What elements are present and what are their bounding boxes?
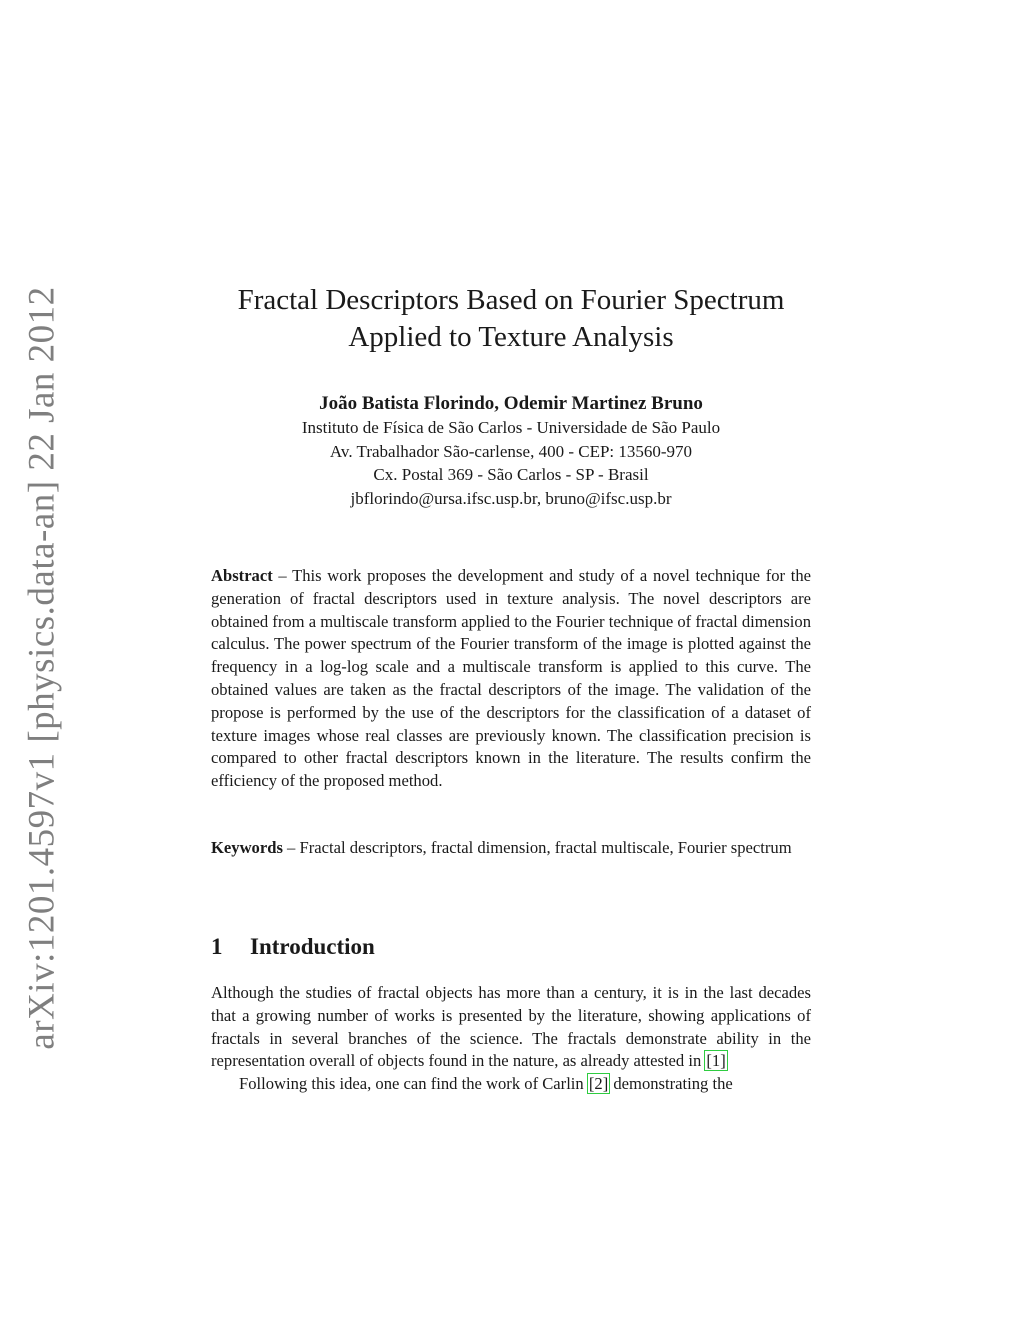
title-block: [211, 282, 811, 510]
intro-paragraph-1: [211, 982, 811, 1073]
affiliation-postal: Cx. Postal 369 - São Carlos - SP - Brasil: [373, 465, 649, 484]
citation-link-2[interactable]: [2]: [588, 1074, 609, 1094]
intro-p1-text: Although the studies of fractal objects has more than a century, it is in the last decades that a growing number of works is presented by the literature, showing applications of fractals in several branches of the science. The fractals demonstrate ability in the representation overall of objects found in the nature, as already attested in: [211, 983, 811, 1071]
abstract-separator: –: [272, 566, 293, 585]
keywords-label: Keywords: [211, 838, 283, 857]
section-number: 1: [211, 934, 223, 959]
title-line-2: Applied to Texture Analysis: [348, 321, 674, 353]
paper-title: [211, 282, 811, 356]
abstract-label: Abstract: [211, 566, 273, 585]
keywords-separator: –: [282, 838, 300, 857]
affiliation-institute: Instituto de Física de São Carlos - Universidade de São Paulo: [301, 418, 721, 437]
section-heading-introduction: [211, 934, 375, 960]
affiliation-emails: jbflorindo@ursa.ifsc.usp.br, bruno@ifsc.usp.br: [350, 488, 672, 508]
intro-paragraph-2: [211, 1073, 811, 1096]
abstract-text: This work proposes the development and study of a novel technique for the generation of fractal descriptors used in texture analysis. The novel descriptors are obtained from a multiscale transform applied to the Fourier technique of fractal dimension calculus. The power spectrum of the Fourier transform of the image is plotted against the frequency in a log-log scale and a multiscale transform is applied to this curve. The obtained values are taken as the fractal descriptors of the image. The validation of the propose is performed by the use of the descriptors for the classification of a dataset of texture images whose real classes are previously known. The classification precision is compared to other fractal descriptors known in the literature. The results confirm the efficiency of the proposed method.: [211, 566, 811, 791]
intro-p2-pre: Following this idea, one can find the work of Carlin: [239, 1074, 588, 1094]
authors: João Batista Florindo, Odemir Martinez Bruno: [319, 393, 703, 414]
citation-link-1[interactable]: [1]: [706, 1051, 726, 1071]
arxiv-stamp: arXiv:1201.4597v1 [physics.data-an] 22 Jan 2012: [21, 286, 63, 1050]
introduction-body: [211, 982, 811, 1096]
keywords-text: Fractal descriptors, fractal dimension, fractal multiscale, Fourier spectrum: [299, 838, 792, 857]
affiliation-address: Av. Trabalhador São-carlense, 400 - CEP: 13560-970: [329, 441, 693, 461]
section-title: Introduction: [250, 934, 375, 959]
abstract: [211, 565, 811, 793]
intro-p2-post: demonstrating the: [609, 1074, 733, 1094]
title-line-1: Fractal Descriptors Based on Fourier Spectrum: [237, 284, 785, 316]
keywords: [211, 837, 811, 860]
